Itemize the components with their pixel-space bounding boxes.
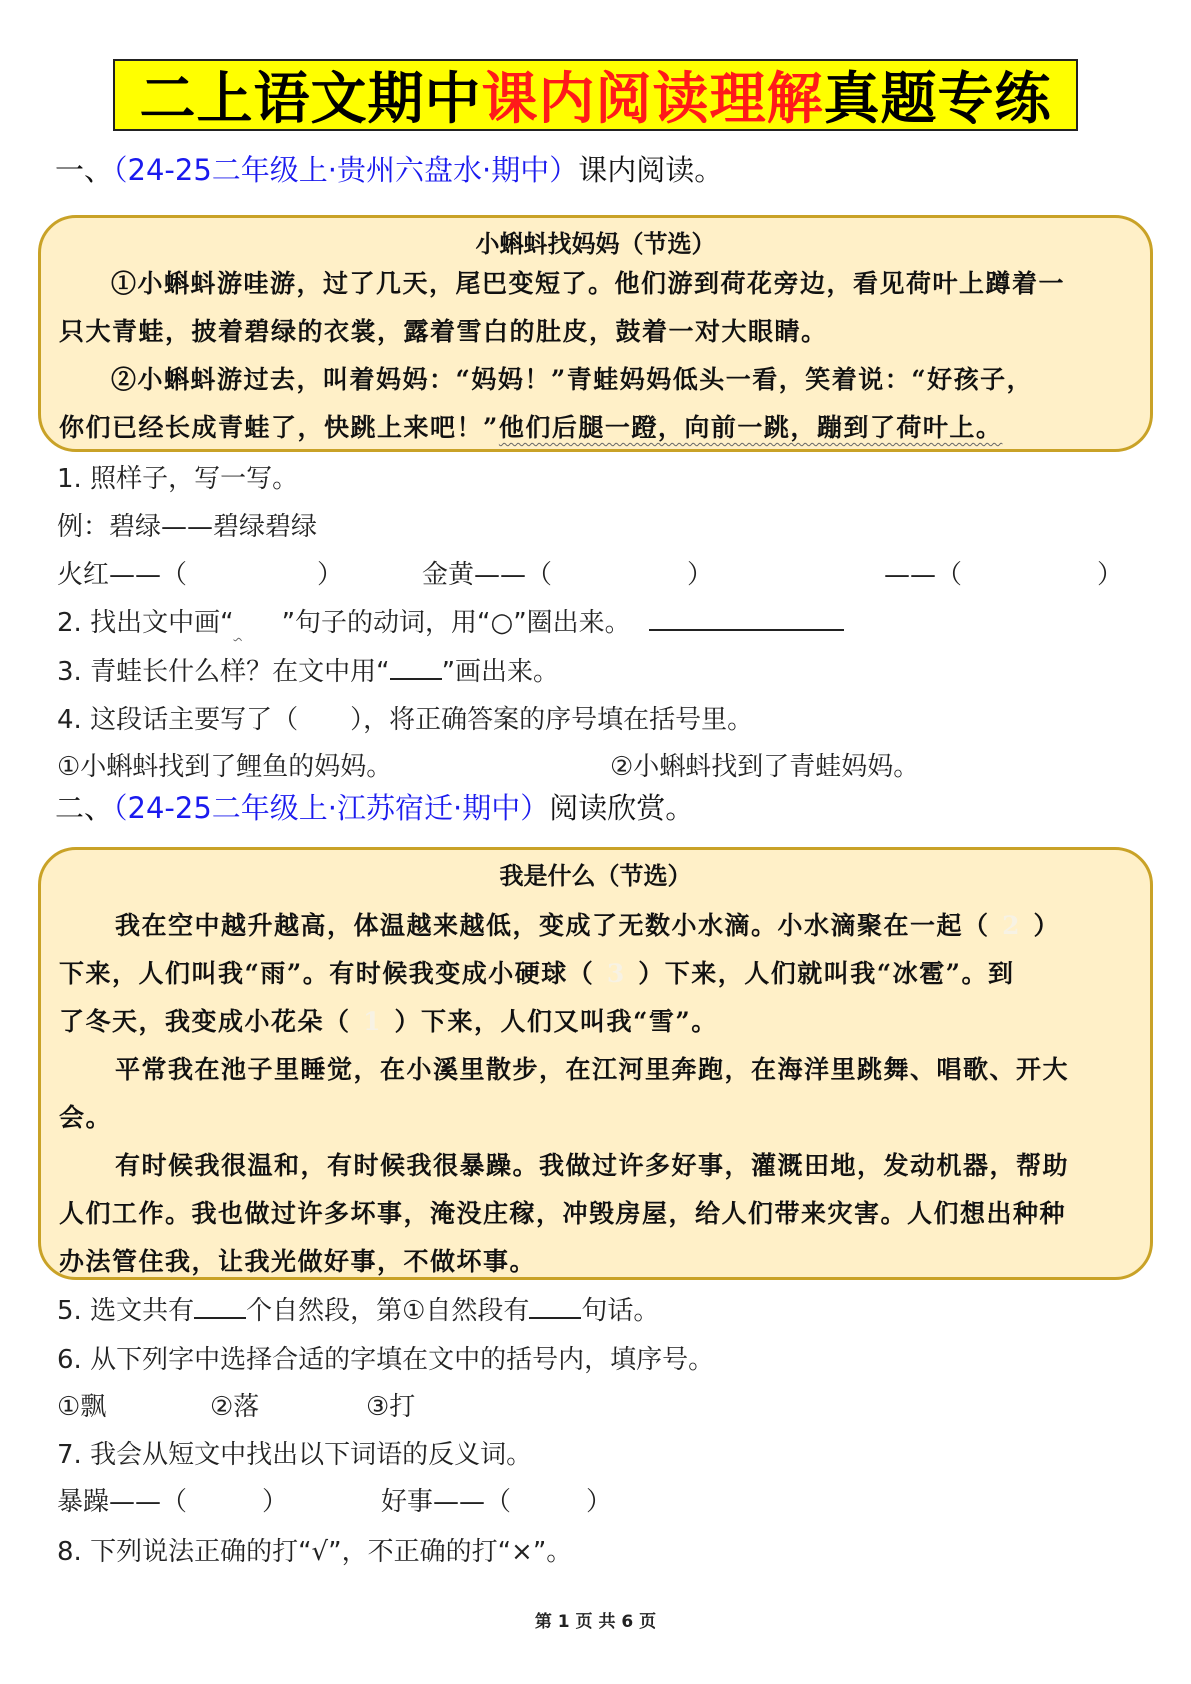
wavy-line-sample <box>234 608 282 638</box>
option-2[interactable]: ②小蝌蚪找到了青蛙妈妈。 <box>610 752 920 782</box>
question-text: ”画出来。 <box>441 657 560 687</box>
section-1-source: （24-25二年级上·贵州六盘水·期中） <box>113 153 579 187</box>
passage-2-line <box>115 906 1060 942</box>
fill-close: ） <box>687 560 714 590</box>
fill-blank-1 <box>57 554 343 591</box>
passage-2-line <box>59 1002 718 1038</box>
passage-1-text: 你们已经长成青蛙了，快跳上来吧！” <box>59 413 499 442</box>
question-text: 5. 选文共有 <box>57 1296 195 1326</box>
passage-2-line: 平常我在池子里睡觉，在小溪里散步，在江河里奔跑，在海洋里跳舞、唱歌、开大 <box>115 1055 1070 1084</box>
fill-word: ——（ <box>884 560 963 590</box>
q6-option-2: ②落 <box>210 1392 260 1422</box>
question-2 <box>57 602 844 639</box>
passage-2-text: ） <box>1033 911 1061 940</box>
question-text: ”句子的动词，用“○”圈出来。 <box>281 608 631 638</box>
fill-close: ） <box>262 1487 289 1517</box>
passage-1-line <box>59 408 1002 444</box>
passage-2-line: 人们工作。我也做过许多坏事，淹没庄稼，冲毁房屋，给人们带来灾害。人们想出种种 <box>59 1199 1067 1228</box>
question-text: 找出文中画“ <box>90 608 234 638</box>
question-text: 青蛙长什么样？在文中用“ <box>90 657 390 687</box>
passage-2-text: 下来，人们叫我“雨”。有时候我变成小硬球（ <box>59 959 595 988</box>
fill-blank-2 <box>422 554 713 591</box>
fill-close: ） <box>1097 560 1124 590</box>
question-text: 照样子，写一写。 <box>90 464 299 494</box>
document-title <box>113 59 1078 131</box>
passage-2-text: 了冬天，我变成小花朵（ <box>59 1007 351 1036</box>
answer-line[interactable] <box>529 1317 581 1319</box>
passage-1-line: ①小蝌蚪游哇游，过了几天，尾巴变短了。他们游到荷花旁边，看见荷叶上蹲着一 <box>111 269 1066 298</box>
q7-fill-1 <box>57 1481 288 1518</box>
hidden-answer: 3 <box>606 959 626 988</box>
answer-line[interactable] <box>194 1317 246 1319</box>
passage-2-title: 我是什么（节选） <box>499 861 692 890</box>
q6-option-3: ③打 <box>366 1392 416 1422</box>
fill-word: 金黄——（ <box>422 560 553 590</box>
passage-1-line: 只大青蛙，披着碧绿的衣裳，露着雪白的肚皮，鼓着一对大眼睛。 <box>59 317 828 346</box>
question-text: 个自然段，第①自然段有 <box>246 1296 530 1326</box>
q7-fill-2 <box>381 1481 612 1518</box>
section-1-task: 课内阅读。 <box>578 153 724 187</box>
passage-2-text: ）下来，人们又叫我“雪”。 <box>394 1007 718 1036</box>
question-6: 6. 从下列字中选择合适的字填在文中的括号内，填序号。 <box>57 1345 715 1375</box>
passage-2-text: 我在空中越升越高，体温越来越低，变成了无数小水滴。小水滴聚在一起（ <box>115 911 990 940</box>
fill-word: 暴躁——（ <box>57 1487 188 1517</box>
question-text: 句话。 <box>581 1296 660 1326</box>
question-3 <box>57 651 559 688</box>
fill-blank-3 <box>884 554 1123 591</box>
section-2-source: （24-25二年级上·江苏宿迁·期中） <box>113 791 550 825</box>
section-2-number: 二、 <box>55 791 114 825</box>
question-4 <box>57 699 753 736</box>
answer-line[interactable] <box>649 629 844 631</box>
section-2-task: 阅读欣赏。 <box>549 791 695 825</box>
passage-2-line: 办法管住我，让我光做好事，不做坏事。 <box>59 1247 537 1276</box>
passage-box-2 <box>38 847 1153 1280</box>
question-7: 7. 我会从短文中找出以下词语的反义词。 <box>57 1440 533 1470</box>
question-8: 8. 下列说法正确的打“√”，不正确的打“×”。 <box>57 1537 573 1567</box>
question-number: 4. <box>57 705 82 735</box>
fill-close: ） <box>586 1487 613 1517</box>
hidden-answer: 1 <box>363 1007 382 1036</box>
passage-2-line <box>59 954 1015 990</box>
question-number: 1. <box>57 464 82 494</box>
question-1-example: 例：碧绿——碧绿碧绿 <box>57 512 318 542</box>
fill-word: 好事——（ <box>381 1487 512 1517</box>
passage-2-text: ）下来，人们就叫我“冰雹”。到 <box>638 959 1015 988</box>
q6-option-1: ①飘 <box>57 1392 107 1422</box>
question-5 <box>57 1290 659 1327</box>
line-sample <box>390 678 442 680</box>
passage-2-line: 会。 <box>59 1103 113 1132</box>
passage-box-1 <box>38 215 1153 452</box>
passage-1-title: 小蝌蚪找妈妈（节选） <box>475 229 716 258</box>
question-1 <box>57 458 298 495</box>
hidden-answer: 2 <box>1002 911 1021 940</box>
passage-1-line: ②小蝌蚪游过去，叫着妈妈：“妈妈！”青蛙妈妈低头一看，笑着说：“好孩子， <box>111 365 1034 394</box>
passage-2-line: 有时候我很温和，有时候我很暴躁。我做过许多好事，灌溉田地，发动机器，帮助 <box>115 1151 1070 1180</box>
title-highlight: 课内阅读理解 <box>481 67 824 132</box>
section-1-number: 一、 <box>55 153 114 187</box>
question-number: 3. <box>57 657 82 687</box>
section-1-heading <box>55 152 723 188</box>
underlined-sentence: 他们后腿一蹬，向前一跳，蹦到了荷叶上。 <box>498 413 1003 442</box>
fill-word: 火红——（ <box>57 560 188 590</box>
title-part-3: 真题专练 <box>823 67 1052 132</box>
question-text: 这段话主要写了（ ），将正确答案的序号填在括号里。 <box>90 705 754 735</box>
page-number: 第 1 页 共 6 页 <box>534 1612 657 1632</box>
section-2-heading <box>55 790 694 826</box>
title-part-1: 二上语文期中 <box>139 67 482 132</box>
question-number: 2. <box>57 608 82 638</box>
fill-close: ） <box>317 560 344 590</box>
option-1[interactable]: ①小蝌蚪找到了鲤鱼的妈妈。 <box>57 752 393 782</box>
